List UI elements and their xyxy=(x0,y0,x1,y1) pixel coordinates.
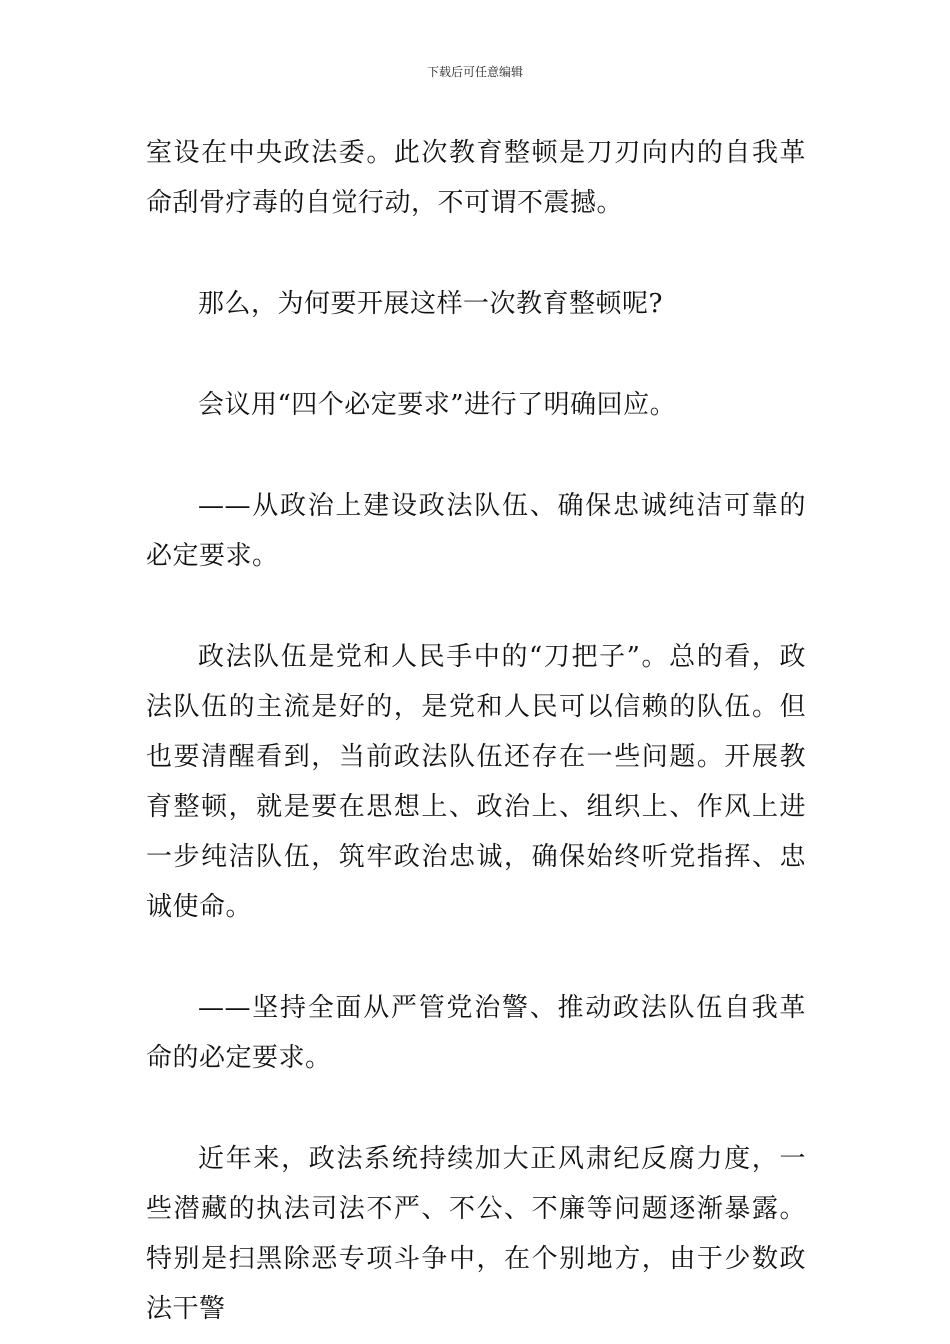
paragraph-requirement-2: ——坚持全面从严管党治警、推动政法队伍自我革命的必定要求。 xyxy=(146,993,806,1073)
page-header-note: 下载后可任意编辑 xyxy=(426,65,523,79)
document-body xyxy=(146,128,806,1334)
paragraph-body-2: 近年来，政法系统持续加大正风肃纪反腐力度，一些潜藏的执法司法不严、不公、不廉等问题逐渐暴露。特别是扫黑除恶专项斗争中，在个别地方，由于少数政法干警 xyxy=(146,1144,806,1324)
paragraph-response: 会议用“四个必定要求”进行了明确回应。 xyxy=(198,390,677,420)
paragraph-continuation: 室设在中央政法委。此次教育整顿是刀刃向内的自我革命刮骨疗毒的自觉行动，不可谓不震撼。 xyxy=(146,138,806,218)
paragraph-question: 那么，为何要开展这样一次教育整顿呢? xyxy=(198,289,663,319)
paragraph-body-1: 政法队伍是党和人民手中的“刀把子”。总的看，政法队伍的主流是好的，是党和人民可以信赖的队伍。但也要清醒看到，当前政法队伍还存在一些问题。开展教育整顿，就是要在思想上、政治上、组织上、作风上进一步纯洁队伍，筑牢政治忠诚，确保始终听党指挥、忠诚使命。 xyxy=(146,642,806,922)
paragraph-requirement-1: ——从政治上建设政法队伍、确保忠诚纯洁可靠的必定要求。 xyxy=(146,491,806,571)
